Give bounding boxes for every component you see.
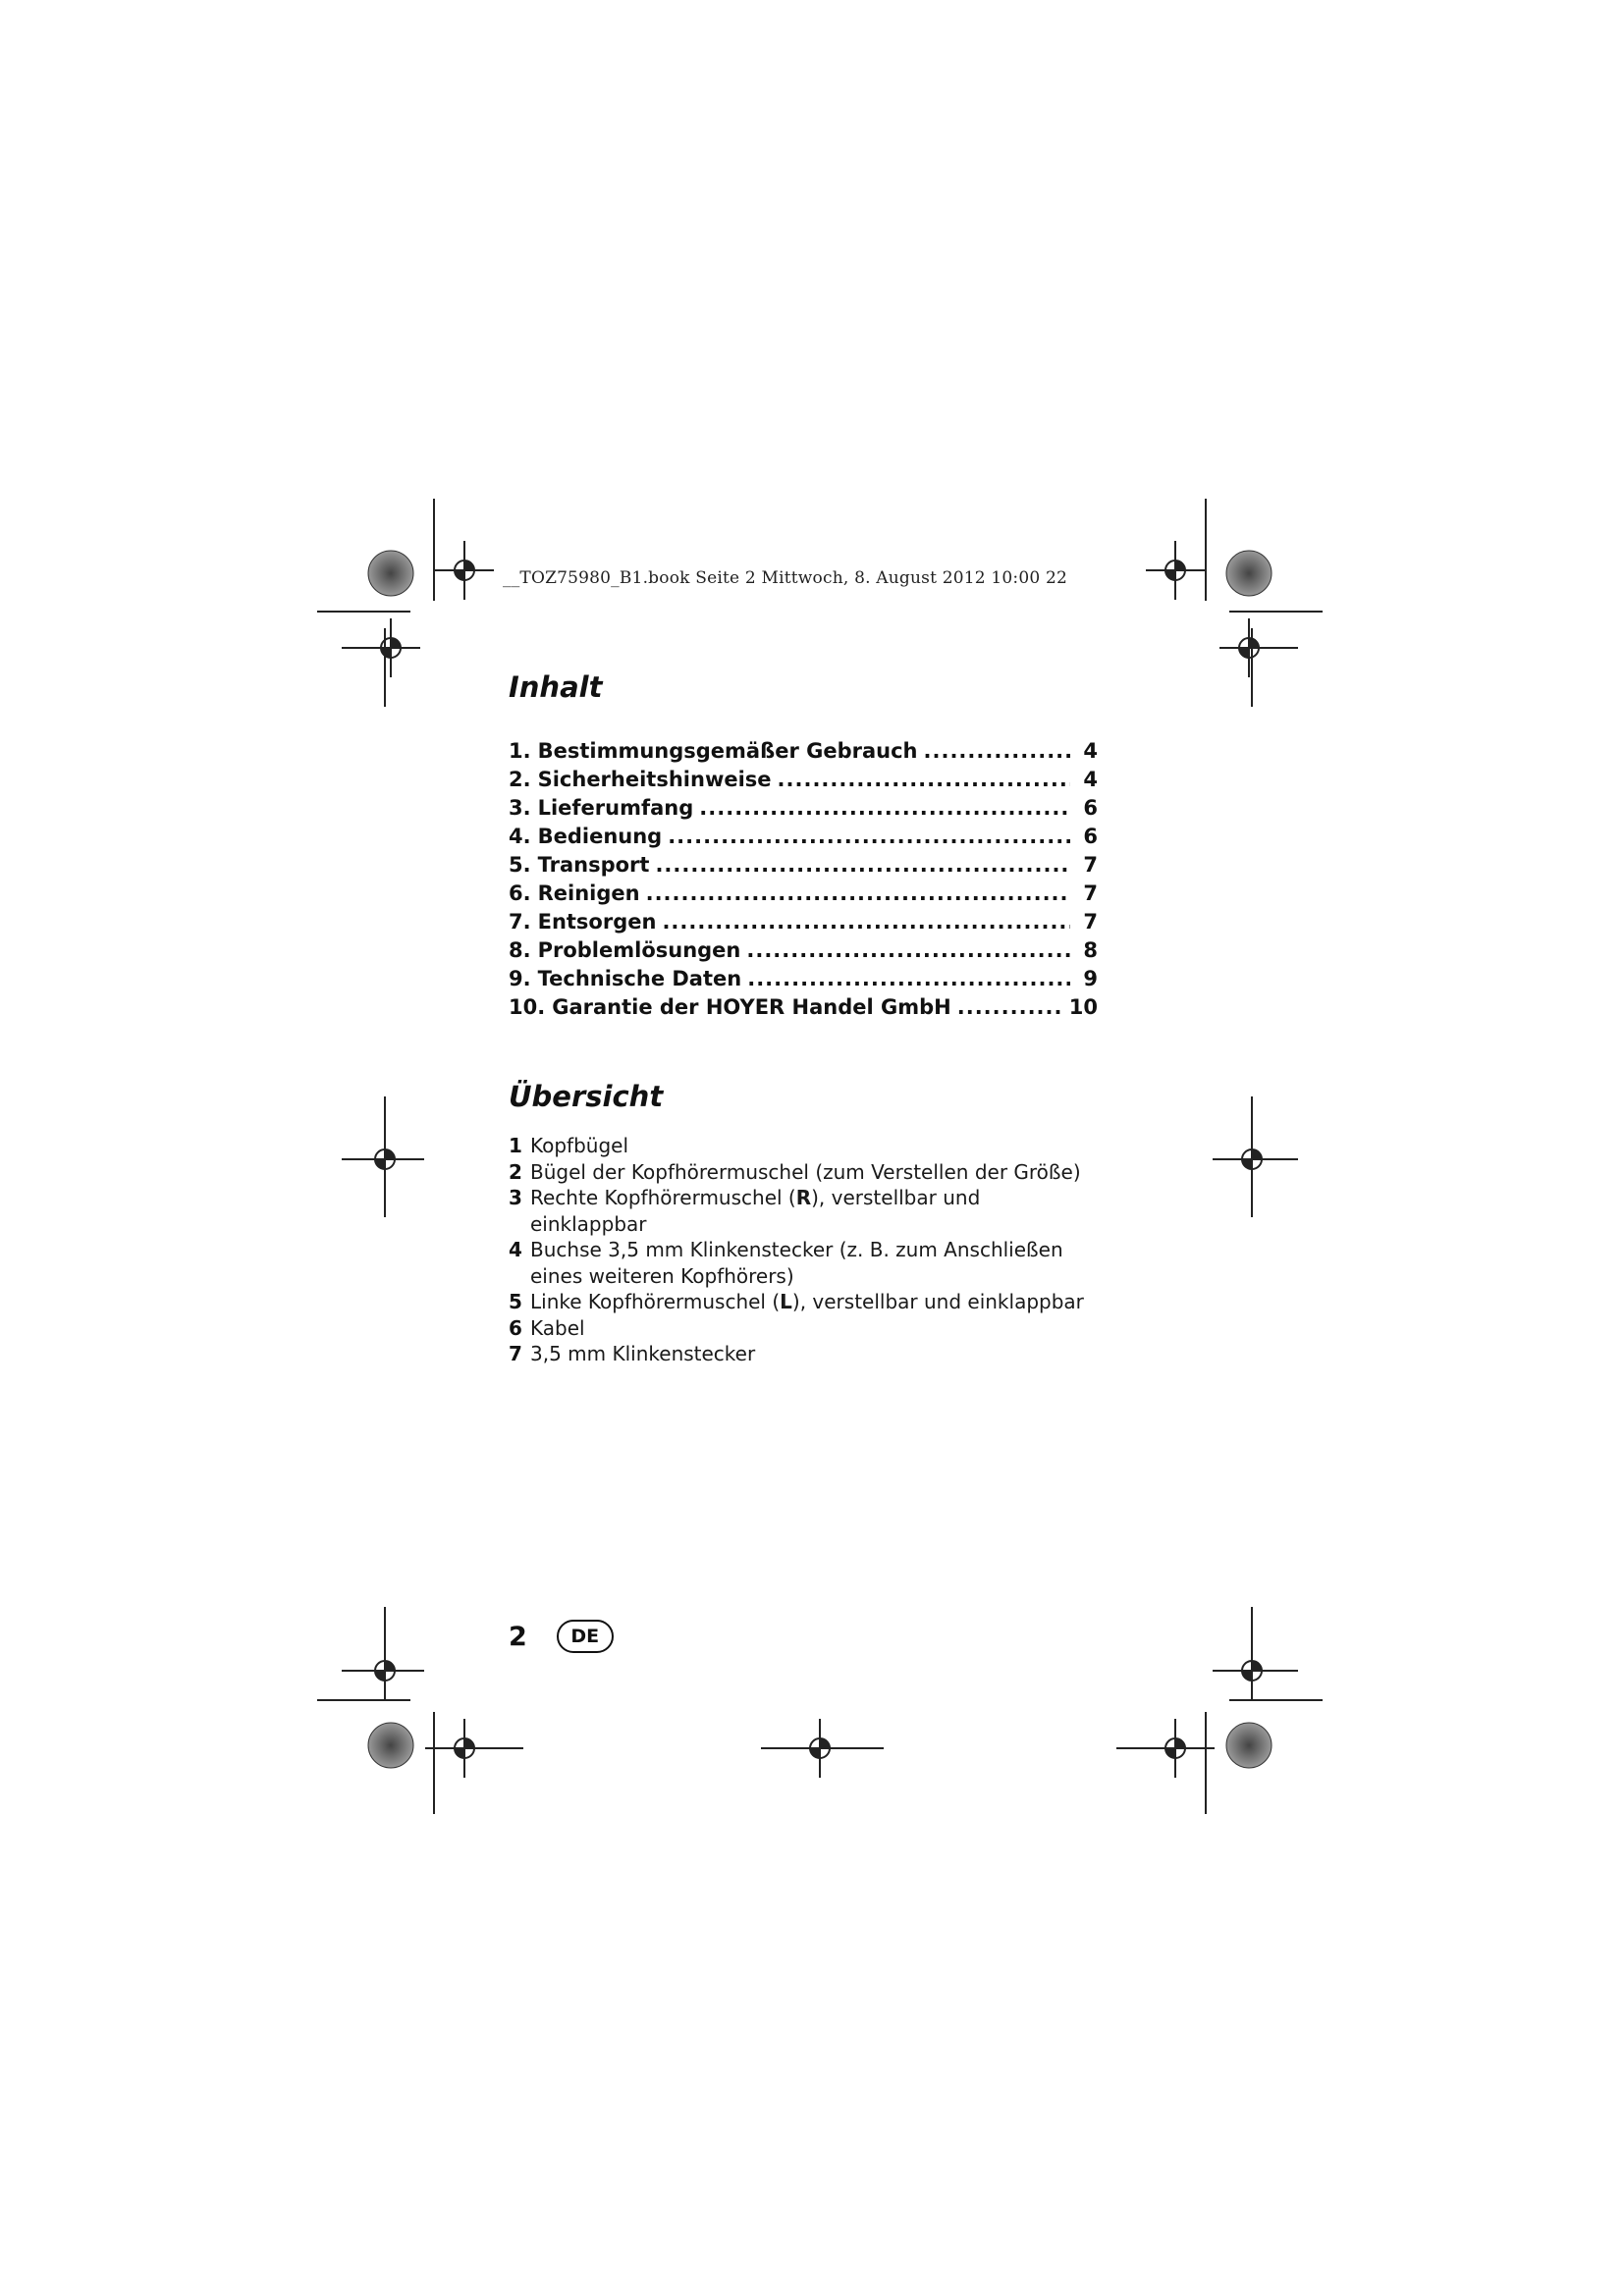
toc-leader-dots [778, 766, 1070, 794]
toc-entry-label: Transport [537, 853, 650, 877]
page-content [509, 670, 1098, 1367]
toc-entry [509, 851, 1098, 880]
toc-entry-number: 3. [509, 796, 531, 820]
part-number: 5 [509, 1290, 522, 1313]
toc-leader-dots [746, 936, 1070, 965]
toc-leader-dots [668, 823, 1070, 851]
toc-entry-number: 1. [509, 739, 531, 763]
toc-entry-number: 8. [509, 938, 531, 962]
toc-entry-label: Reinigen [537, 881, 640, 905]
toc-entry [509, 737, 1098, 766]
toc-entry-number: 9. [509, 967, 531, 990]
part-item [509, 1133, 1098, 1159]
part-number: 7 [509, 1342, 522, 1365]
toc-entry [509, 880, 1098, 908]
toc-entry-label: Entsorgen [537, 910, 657, 934]
part-description: Kabel [530, 1315, 585, 1340]
parts-list [509, 1133, 1098, 1367]
toc-entry-page: 6 [1083, 825, 1098, 848]
toc-entry-page: 4 [1083, 739, 1098, 763]
part-text-before: Rechte Kopfhörermuschel ( [530, 1186, 796, 1209]
part-side-marker: R [795, 1186, 812, 1209]
part-number: 6 [509, 1315, 522, 1340]
language-badge: DE [557, 1620, 614, 1653]
toc-entry-number: 2. [509, 768, 531, 791]
toc-entry-label: Lieferumfang [537, 796, 694, 820]
part-description: 3,5 mm Klinkenstecker [530, 1342, 756, 1365]
toc-entry-label: Garantie der HOYER Handel GmbH [552, 995, 951, 1019]
toc-entry-page: 9 [1083, 967, 1098, 990]
part-description: Bügel der Kopfhörermuschel (zum Verstellen der Größe) [530, 1159, 1081, 1184]
part-number: 1 [509, 1134, 522, 1157]
part-text-after: ), verstellbar und einklappbar [530, 1186, 981, 1236]
part-text-after: ), verstellbar und einklappbar [791, 1290, 1084, 1313]
toc-leader-dots [747, 965, 1070, 993]
toc-entry-page: 7 [1083, 853, 1098, 877]
toc-entry-page: 4 [1083, 768, 1098, 791]
page-footer [509, 1620, 614, 1653]
part-description: Buchse 3,5 mm Klinkenstecker (z. B. zum Anschließen eines weiteren Kopfhörers) [530, 1238, 1063, 1288]
toc-entry-page: 7 [1083, 910, 1098, 934]
part-description [530, 1289, 1098, 1315]
part-item [509, 1237, 1098, 1289]
toc-entry-label: Bedienung [537, 825, 663, 848]
toc-leader-dots [646, 880, 1070, 908]
part-item [509, 1159, 1098, 1186]
toc-entry [509, 908, 1098, 936]
part-number: 3 [509, 1186, 522, 1209]
overview-title: Übersicht [509, 1080, 664, 1113]
toc-leader-dots [957, 993, 1063, 1022]
toc-entry [509, 993, 1098, 1022]
page-number: 2 [509, 1621, 527, 1652]
toc-entry [509, 766, 1098, 794]
toc-entry [509, 794, 1098, 823]
toc-leader-dots [699, 794, 1070, 823]
toc-entry-number: 6. [509, 881, 531, 905]
toc-entry-number: 5. [509, 853, 531, 877]
part-item [509, 1289, 1098, 1315]
file-info-slug: __TOZ75980_B1.book Seite 2 Mittwoch, 8. August 2012 10:00 22 [503, 568, 1068, 588]
toc-leader-dots [662, 908, 1070, 936]
toc-entry-label: Problemlösungen [537, 938, 741, 962]
toc-entry-number: 4. [509, 825, 531, 848]
part-side-marker: L [780, 1290, 792, 1313]
toc-entry-number: 7. [509, 910, 531, 934]
toc-entry [509, 965, 1098, 993]
toc-leader-dots [655, 851, 1070, 880]
toc-entry-page: 6 [1083, 796, 1098, 820]
part-description: Kopfbügel [530, 1134, 629, 1157]
part-number: 4 [509, 1238, 522, 1261]
table-of-contents [509, 737, 1098, 1022]
toc-entry [509, 936, 1098, 965]
toc-entry-label: Bestimmungsgemäßer Gebrauch [537, 739, 918, 763]
part-description [530, 1185, 1098, 1237]
part-number: 2 [509, 1159, 522, 1184]
toc-entry-number: 10. [509, 995, 546, 1019]
part-item [509, 1341, 1098, 1367]
toc-entry-label: Sicherheitshinweise [537, 768, 772, 791]
part-item [509, 1315, 1098, 1342]
toc-entry [509, 823, 1098, 851]
toc-title: Inhalt [509, 670, 603, 704]
part-item [509, 1185, 1098, 1237]
part-text-before: Linke Kopfhörermuschel ( [530, 1290, 781, 1313]
toc-entry-page: 10 [1068, 995, 1098, 1019]
toc-entry-page: 7 [1083, 881, 1098, 905]
toc-leader-dots [924, 737, 1070, 766]
toc-entry-page: 8 [1083, 938, 1098, 962]
toc-entry-label: Technische Daten [537, 967, 742, 990]
